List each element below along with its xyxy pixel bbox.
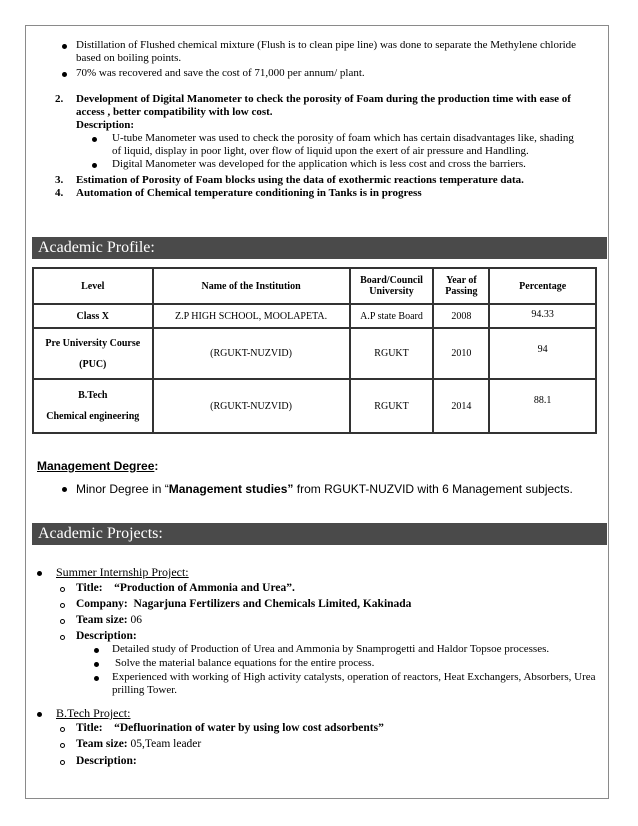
- summer-team: [76, 614, 142, 627]
- item-number: 2.: [55, 93, 64, 105]
- value: Nagarjuna Fertilizers and Chemicals Limited, Kakinada: [133, 598, 412, 610]
- bullet-text: U-tube Manometer was used to check the porosity of foam which has certain disadvantages like, shading: [112, 132, 574, 144]
- section-heading-academic-projects: Academic Projects:: [32, 523, 607, 545]
- cell-level: [33, 379, 153, 433]
- bullet-icon: [37, 712, 42, 717]
- table-row: [33, 328, 596, 379]
- summer-heading: Summer Internship Project:: [56, 565, 189, 579]
- cell-institution: (RGUKT-NUZVID): [153, 328, 350, 379]
- item-title: access , better compatibility with low cost.: [76, 106, 273, 118]
- label: Title:: [76, 722, 103, 734]
- label: Team size:: [76, 738, 128, 750]
- bullet-icon: [94, 662, 99, 667]
- item-number: 3.: [55, 174, 64, 186]
- bullet-text: Detailed study of Production of Urea and Ammonia by Snamprogetti and Haldor Topsoe processes.: [112, 643, 550, 655]
- bullet-icon: [37, 571, 42, 576]
- bullet-text: 70% was recovered and save the cost of 71,000 per annum/ plant.: [76, 67, 365, 79]
- header-percentage: Percentage: [489, 268, 596, 304]
- item-title: Development of Digital Manometer to check the porosity of Foam during the production time with ease of: [76, 93, 571, 105]
- header-board-line1: Board/Council: [360, 275, 423, 286]
- cell-level-line1: B.Tech: [78, 390, 108, 401]
- value: “Production of Ammonia and Urea”.: [114, 582, 295, 594]
- header-year-line1: Year of: [446, 275, 477, 286]
- management-post: from RGUKT-NUZVID with 6 Management subjects.: [293, 482, 573, 496]
- management-pre: Minor Degree in “: [76, 482, 169, 496]
- cell-board: A.P state Board: [350, 304, 434, 328]
- value: 05,Team leader: [130, 738, 202, 750]
- circle-bullet-icon: [60, 727, 65, 732]
- bullet-icon: [94, 648, 99, 653]
- cell-percentage: 94: [489, 328, 596, 379]
- cell-percentage: 88.1: [489, 379, 596, 433]
- description-label: Description:: [76, 119, 135, 131]
- management-heading: [37, 459, 158, 473]
- cell-level-line2: Chemical engineering: [46, 411, 140, 422]
- label: Team size:: [76, 614, 128, 626]
- btech-team: [76, 738, 201, 751]
- bullet-text: Experienced with working of High activity catalysts, operation of reactors, Heat Exchangers, Absorbers, Urea: [112, 671, 596, 683]
- bullet-text: Distillation of Flushed chemical mixture (Flush is to clean pipe line) was done to separate the Methylene chloride: [76, 39, 577, 51]
- summer-company: [76, 598, 411, 611]
- cell-year: 2014: [433, 379, 489, 433]
- cell-year: 2008: [433, 304, 489, 328]
- item-title: Estimation of Porosity of Foam blocks using the data of exothermic reactions temperature data.: [76, 174, 524, 186]
- circle-bullet-icon: [60, 743, 65, 748]
- management-heading-colon: :: [154, 459, 159, 473]
- header-year-line2: Passing: [445, 286, 478, 297]
- circle-bullet-icon: [60, 603, 65, 608]
- bullet-icon: [62, 44, 67, 49]
- circle-bullet-icon: [60, 619, 65, 624]
- cell-level: [33, 328, 153, 379]
- cell-institution: (RGUKT-NUZVID): [153, 379, 350, 433]
- table-row: [33, 379, 596, 433]
- circle-bullet-icon: [60, 587, 65, 592]
- bullet-text: of liquid, display in poor light, over flow of liquid upon the exert of air pressure and Handling.: [112, 145, 529, 157]
- header-institution: Name of the Institution: [153, 268, 350, 304]
- circle-bullet-icon: [60, 635, 65, 640]
- cell-board: RGUKT: [350, 379, 434, 433]
- bullet-icon: [62, 487, 67, 492]
- item-number: 4.: [55, 187, 64, 199]
- item-title: Automation of Chemical temperature conditioning in Tanks is in progress: [76, 187, 422, 199]
- cell-level-line2: (PUC): [79, 358, 107, 370]
- bullet-text: based on boiling points.: [76, 52, 182, 64]
- cell-percentage: 94.33: [489, 304, 596, 328]
- summer-title: [76, 582, 295, 595]
- cell-level: Class X: [33, 304, 153, 328]
- header-board: [350, 268, 434, 304]
- value: 06: [130, 614, 143, 626]
- label: Company:: [76, 598, 128, 610]
- header-year: [433, 268, 489, 304]
- bullet-icon: [94, 676, 99, 681]
- management-text: [76, 482, 573, 496]
- label: Title:: [76, 582, 103, 594]
- academic-table: [32, 267, 597, 434]
- section-heading-academic-profile: Academic Profile:: [32, 237, 607, 259]
- bullet-text: Digital Manometer was developed for the application which is less cost and cross the barriers.: [112, 158, 526, 170]
- table-row: [33, 304, 596, 328]
- bullet-icon: [92, 163, 97, 168]
- btech-desc-label: Description:: [76, 755, 137, 767]
- bullet-text: prilling Tower.: [112, 684, 178, 696]
- circle-bullet-icon: [60, 760, 65, 765]
- value: “Defluorination of water by using low cost adsorbents”: [114, 722, 384, 734]
- cell-institution: Z.P HIGH SCHOOL, MOOLAPETA.: [153, 304, 350, 328]
- management-heading-text: Management Degree: [37, 459, 155, 473]
- summer-desc-label: Description:: [76, 630, 137, 642]
- header-board-line2: University: [369, 286, 414, 297]
- btech-heading: B.Tech Project:: [56, 706, 131, 720]
- bullet-icon: [92, 137, 97, 142]
- cell-level-line1: Pre University Course: [45, 337, 141, 349]
- cell-board: RGUKT: [350, 328, 434, 379]
- bullet-text: Solve the material balance equations for the entire process.: [115, 657, 375, 669]
- header-level: Level: [33, 268, 153, 304]
- cell-year: 2010: [433, 328, 489, 379]
- bullet-icon: [62, 72, 67, 77]
- table-header-row: [33, 268, 596, 304]
- btech-title: [76, 722, 384, 735]
- management-bold: Management studies”: [168, 482, 294, 496]
